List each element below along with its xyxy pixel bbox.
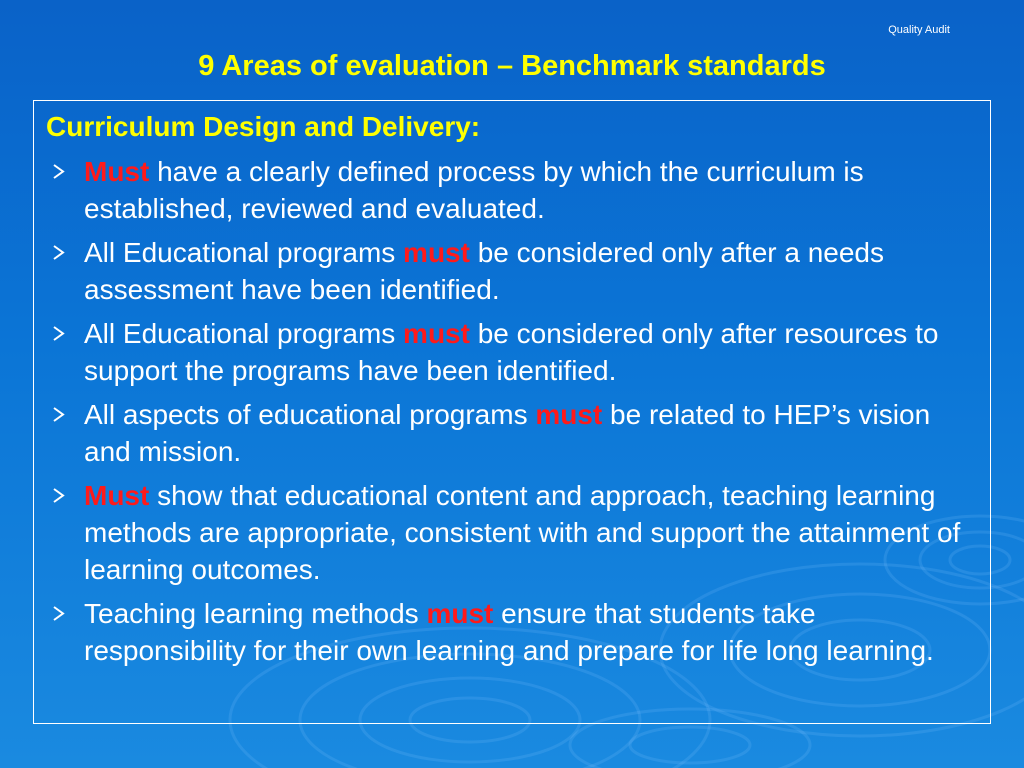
must-emphasis: Must [84, 156, 150, 187]
bullet-text-pre: All aspects of educational programs [84, 399, 536, 430]
must-emphasis: must [426, 598, 494, 629]
must-emphasis: must [403, 237, 470, 268]
bullet-text-pre: Teaching learning methods [84, 598, 427, 629]
bullet-item [46, 477, 981, 588]
bullet-list [46, 153, 981, 676]
content-box [33, 100, 991, 724]
must-emphasis: Must [84, 480, 150, 511]
arrow-bullet-icon [52, 487, 65, 504]
bullet-text-post: ensure that students take responsibility for their own learning and prepare for life long learning. [84, 598, 934, 666]
arrow-bullet-icon [52, 244, 65, 261]
section-heading: Curriculum Design and Delivery: [46, 111, 481, 142]
bullet-item [46, 315, 981, 389]
bullet-text-post: be considered only after a needs assessment have been identified. [84, 237, 885, 305]
bullet-text-pre: All Educational programs [84, 237, 404, 268]
arrow-bullet-icon [52, 406, 65, 423]
arrow-bullet-icon [52, 163, 65, 180]
must-emphasis: must [535, 399, 603, 430]
arrow-bullet-icon [52, 605, 65, 622]
bullet-item [46, 595, 981, 669]
bullet-text-post: be considered only after resources to support the programs have been identified. [84, 318, 939, 386]
bullet-text-post: be related to HEP’s vision and mission. [84, 399, 931, 467]
bullet-text-post: show that educational content and approach, teaching learning methods are appropriate, consistent with and support the attainment of learning outcomes. [84, 480, 961, 585]
bullet-text-pre: All Educational programs [84, 318, 404, 349]
bullet-text-post: have a clearly defined process by which the curriculum is established, reviewed and evaluated. [84, 156, 864, 224]
bullet-item [46, 234, 981, 308]
must-emphasis: must [403, 318, 470, 349]
header-tag: Quality Audit [888, 24, 950, 36]
bullet-item [46, 153, 981, 227]
arrow-bullet-icon [52, 325, 65, 342]
bullet-item [46, 396, 981, 470]
slide-title: 9 Areas of evaluation – Benchmark standards [198, 50, 826, 82]
